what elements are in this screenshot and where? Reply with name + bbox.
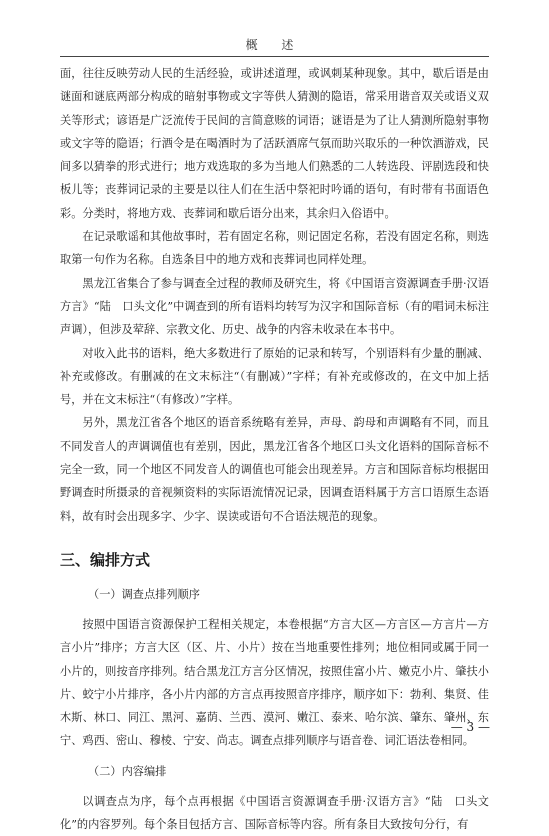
paragraph-order: 按照中国语言资源保护工程相关规定，本卷根据“方言大区—方言区—方言片—方言小片”排序；方言大区（区、片、小片）按在当地重要性排列；地位相同或属于同一小片的，则按音序排列。结合黑龙江方言分区情况，按照佳富小片、嫩克小片、肇扶小片、蛟宁小片排序，各小片内部的方言点再按照音序排序，顺序如下：勃利、集贤、佳木斯、林口、同江、黑河、嘉荫、兰西、漠河、嫩江、泰来、哈尔滨、肇东、肇州、东宁、鸡西、密山、穆棱、宁安、尚志。调查点排列顺序与语音卷、词汇语法卷相同。	[60, 617, 489, 748]
page-body	[60, 62, 489, 836]
subsection-heading-order: （一）调查点排列顺序	[88, 587, 200, 601]
section-heading: 三、编排方式	[60, 550, 151, 569]
header-rule	[60, 56, 489, 57]
paragraph-naming: 在记录歌谣和其他故事时，若有固定名称，则记固定名称，若没有固定名称，则选取第一句作为名称。自选条目中的地方戏和丧葬词也同样处理。	[60, 230, 489, 267]
paragraph-editing: 对收入此书的语料，绝大多数进行了原始的记录和转写，个别语料有少量的删减、补充或修改。有删减的在文末标注“（有删减）”字样；有补充或修改的，在文中加上括号，并在文末标注“（有修改）”字样。	[60, 346, 489, 407]
paragraph-transcription: 黑龙江省集合了参与调查全过程的教师及研究生，将《中国语言资源调查手册·汉语方言》“陆 口头文化”中调查到的所有语料均转写为汉字和国际音标（有的唱词未标注声调），但涉及荤辞、宗教文化、历史、战争的内容未收录在本书中。	[60, 276, 489, 337]
paragraph-continued: 面，往往反映劳动人民的生活经验，或讲述道理，或讽刺某种现象。其中，歇后语是由谜面和谜底两部分构成的暗射事物或文字等供人猜测的隐语，常采用谐音双关或语义双关等形式；谚语是广泛流传于民间的言简意赅的词语；谜语是为了让人猜测所隐射事物或文字等的隐语；行酒令是在喝酒时为了活跃酒席气氛而助兴取乐的一种饮酒游戏，民间多以猜拳的形式进行；地方戏选取的多为当地人们熟悉的二人转选段、评剧选段和快板儿等；丧葬词记录的主要是以往人们在生活中祭祀时吟诵的语句，有时带有书面语色彩。分类时，将地方戏、丧葬词和歇后语分出来，其余归入俗语中。	[60, 67, 489, 220]
paragraph-phonetics: 另外，黑龙江省各个地区的语音系统略有差异，声母、韵母和声调略有不同，而且不同发音人的声调调值也有差别，因此，黑龙江省各个地区口头文化语料的国际音标不完全一致，同一个地区不同发音人的调值也可能会出现差异。方言和国际音标均根据田野调查时所摄录的音视频资料的实际语流情况记录，因调查语料属于方言口语原生态语料，故有时会出现多字、少字、误读或语句不合语法规范的现象。	[60, 416, 489, 523]
paragraph-content: 以调查点为序，每个点再根据《中国语言资源调查手册·汉语方言》“陆 口头文化”的内容罗列。每个条目包括方言、国际音标等内容。所有条目大致按句分行，有	[60, 794, 489, 832]
page-number: — 3 —	[450, 720, 490, 734]
subsection-heading-content: （二）内容编排	[88, 764, 167, 778]
running-header: 概 述	[245, 38, 304, 52]
